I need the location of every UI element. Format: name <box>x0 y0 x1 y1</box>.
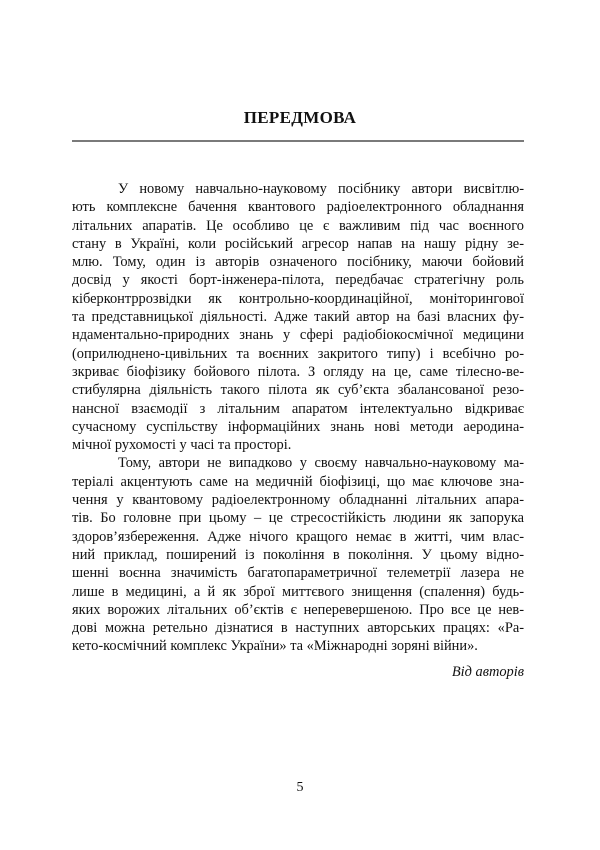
text-line: літальних апаратів. Це особливо це є важливим під час воєнного <box>72 217 524 234</box>
text-line: чення у квантовому радіоелектронному обладнанні літальних апара- <box>72 492 524 509</box>
text-line: нансної взаємодії з літальним апаратом інтелектуально відкриває <box>72 400 524 417</box>
text-line: шенні воєнна значимість багатопараметричної телеметрії лазера не <box>72 565 524 582</box>
body-text <box>72 180 524 656</box>
text-line: дові можна ретельно дізнатися в наступних авторських працях: «Ра- <box>72 620 524 637</box>
text-line: досвід у якості борт-інженера-пілота, передбачає стратегічну роль <box>72 272 524 289</box>
title-divider <box>72 140 524 142</box>
text-line: У новому навчально-науковому посібнику автори висвітлю- <box>118 181 524 197</box>
text-line: кето-космічний комплекс України» та «Міжнародні зоряні війни». <box>72 638 478 655</box>
text-line: та представницької діяльності. Адже такий автор на базі власних фу- <box>72 309 524 326</box>
text-line: мічної рухомості у часі та просторі. <box>72 437 292 454</box>
text-line: стану в Україні, коли російський агресор напав на нашу рідну зе- <box>72 235 524 252</box>
page-number: 5 <box>296 780 304 795</box>
text-line: ндаментально-природних знань у сфері радіобіокосмічної медицини <box>72 327 524 344</box>
paragraph <box>72 454 524 655</box>
paragraph <box>72 180 524 454</box>
text-line: млю. Тому, один із авторів означеного посібнику, маючи бойовий <box>72 254 524 271</box>
text-line: (оприлюднено-цивільних та воєнних закритого типу) і всебічно ро- <box>72 345 524 362</box>
page-title: ПЕРЕДМОВА <box>243 108 357 127</box>
text-line: здоров’язбереження. Адже нічого кращого немає в житті, чим влас- <box>72 528 524 545</box>
text-line: тів. Бо головне при цьому – це стресостійкість людини як запорука <box>72 510 524 527</box>
text-line: теріалі акцентують саме на медичній біофізиці, що має ключове зна- <box>72 473 524 490</box>
text-line: сучасному суспільству інформаційних знань нові методи аеродина- <box>72 418 524 435</box>
signature: Від авторів <box>451 664 524 680</box>
text-line: Тому, автори не випадково у своєму навчально-науковому ма- <box>118 455 524 472</box>
text-line: яких ворожих літальних об’єктів є неперевершеною. Про все це нев- <box>72 601 524 618</box>
text-line: зкриває біофізику бойового пілота. З огляду на це, саме тілесно-ве- <box>72 363 524 380</box>
text-line: ють комплексне бачення квантового радіоелектронного обладнання <box>72 199 524 216</box>
text-line: стибулярна діяльність такого пілота як суб’єкта збалансованої резо- <box>72 382 524 399</box>
text-line: лише в медицині, а й як зброї миттєвого знищення (спалення) будь- <box>72 583 524 600</box>
text-line: ний приклад, поширений із покоління в покоління. У цьому відно- <box>72 546 524 563</box>
text-line: кіберконтррозвідки як контрольно-координаційної, моніторингової <box>72 290 524 307</box>
